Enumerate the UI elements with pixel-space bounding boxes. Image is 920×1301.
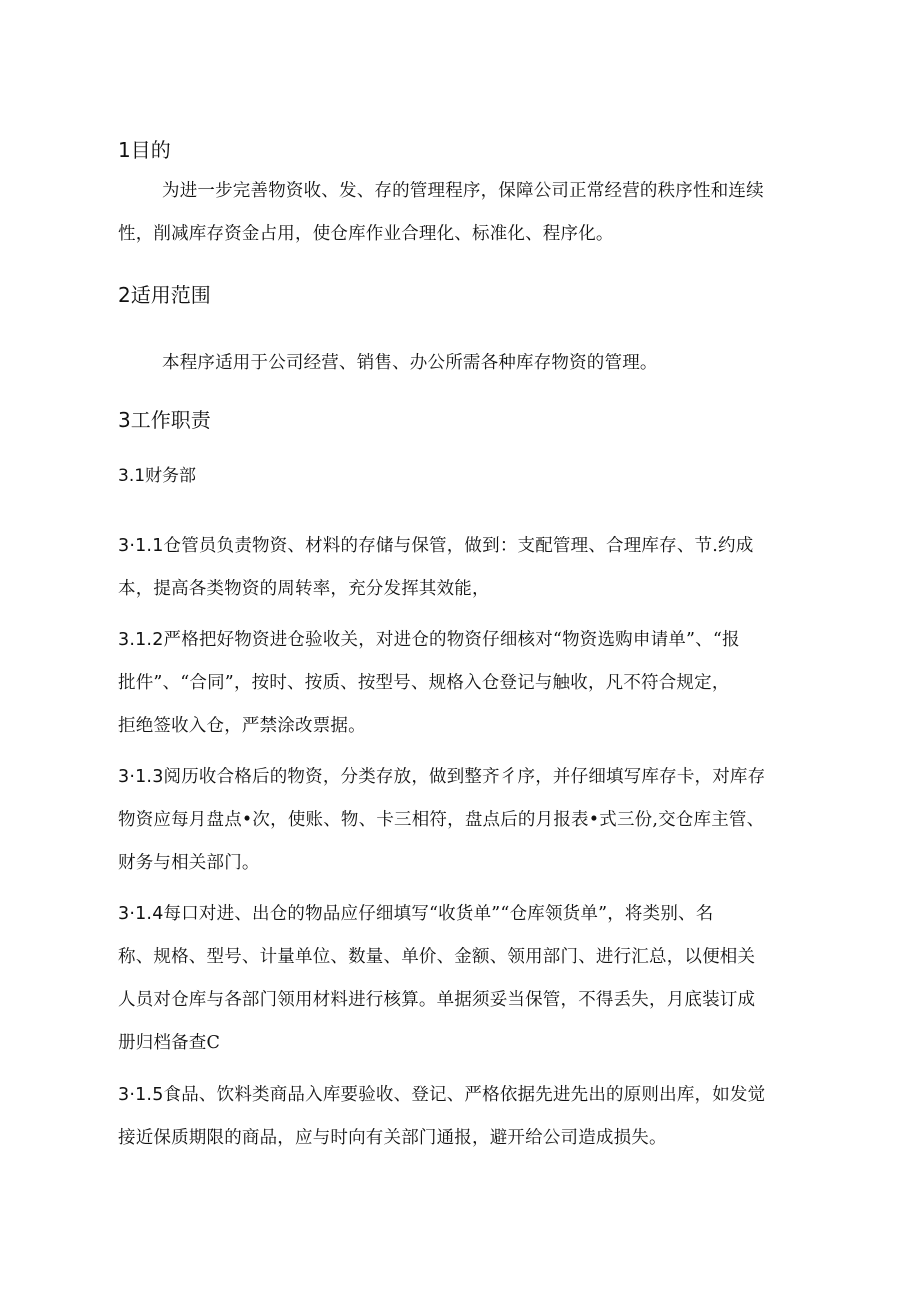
paragraph-line: 批件”、“合同”，按时、按质、按型号、规格入仓登记与触收，凡不符合规定， [118,673,730,693]
item-number: 3·1.3 [118,767,164,787]
paragraph-line: 接近保质期限的商品，应与时向有关部门通报，避开给公司造成损失。 [118,1128,667,1148]
paragraph-line: 拒绝签收入仓，严禁涂改票据。 [118,716,366,736]
item-3-1-5 [118,1074,806,1160]
paragraph-line: 称、规格、型号、计量单位、数量、单价、金额、领用部门、进行汇总，以便相关 [118,947,756,967]
item-text: 严格把好物资进仓验收关，对进仓的物资仔细核对“物资选购申请单”、“报 [163,630,740,650]
paragraph-line: 人员对仓库与各部门领用材料进行核算。单据须妥当保管，不得丢失，月底装订成 [118,990,756,1010]
paragraph-line: 本程序适用于公司经营、销售、办公所需各种库存物资的管理。 [162,353,658,373]
paragraph-line [118,1074,806,1117]
paragraph-line: 性，削减库存资金占用，使仓库作业合理化、标准化、程序化。 [118,224,614,244]
item-3-1-1 [118,525,806,611]
item-number: 3·1.1 [118,536,164,556]
paragraph-line: 财务与相关部门。 [118,853,260,873]
section-3-heading: 3工作职责 [118,408,211,432]
paragraph-line: 为进一步完善物资收、发、存的管理程序，保障公司正常经营的秩序性和连续 [162,181,764,201]
paragraph-line: 物资应每月盘点•次，使账、物、卡三相符，盘点后的月报表•式三份,交仓库主管、 [118,810,765,830]
paragraph-line: 册归档备查C [118,1033,221,1053]
item-text: 食品、饮料类商品入库要验收、登记、严格依据先进先出的原则出库，如发觉 [163,1085,766,1105]
item-number: 3.1.2 [118,630,164,650]
section-2-paragraph [118,342,806,385]
item-3-1-3 [118,756,806,885]
section-1-paragraph [118,170,806,256]
section-2-heading: 2适用范围 [118,283,211,307]
item-text: 仓管员负责物资、材料的存储与保管，做到：支配管理、合理库存、节.约成 [163,536,754,556]
item-3-1-2 [118,619,806,748]
paragraph-line: 本，提高各类物资的周转率，充分发挥其效能， [118,579,490,599]
paragraph-line [118,893,806,936]
paragraph-line [118,756,806,799]
paragraph-line [118,619,806,662]
item-number: 3·1.4 [118,904,164,924]
paragraph-line [118,525,806,568]
item-number: 3·1.5 [118,1085,164,1105]
section-1-heading: 1目的 [118,138,171,162]
item-3-1-4 [118,893,806,1065]
item-text: 每口对进、出仓的物品应仔细填写“收货单”“仓库领货单”，将类别、名 [163,904,714,924]
section-3-1-heading: 3.1财务部 [118,466,197,486]
item-text: 阅历收合格后的物资，分类存放，做到整齐彳序，并仔细填写库存卡，对库存 [163,767,766,787]
